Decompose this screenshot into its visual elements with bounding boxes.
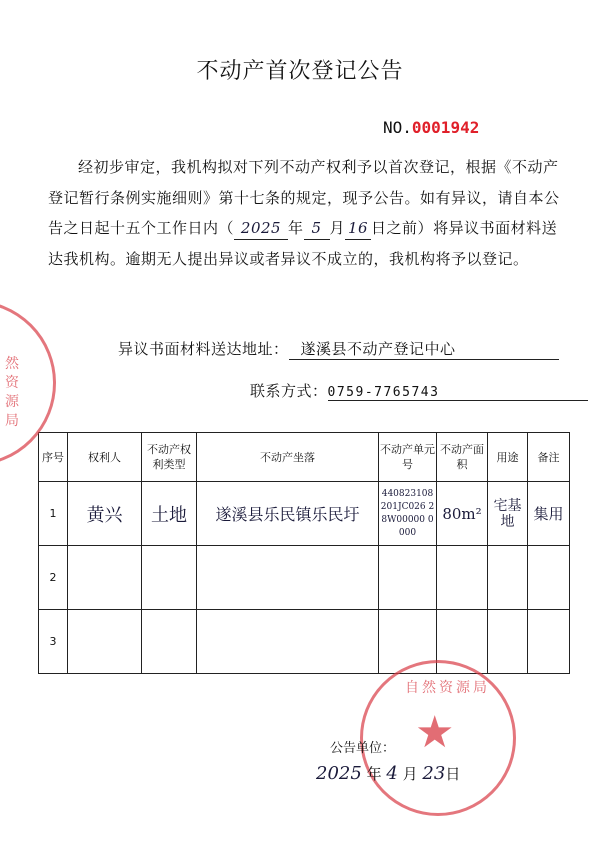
cell-right-type: [142, 546, 197, 610]
seal-left-text: 然资源局: [5, 356, 19, 429]
document-number-prefix: NO.: [383, 118, 412, 137]
issue-year: 2025: [316, 763, 362, 784]
cell-seq: 3: [39, 610, 68, 674]
cell-remark: 集用: [528, 482, 570, 546]
objection-address-label: 异议书面材料送达地址：: [118, 340, 289, 358]
cell-use: 宅基地: [488, 482, 528, 546]
table-header-row: [39, 433, 570, 482]
deadline-month-unit: 月: [329, 219, 346, 237]
cell-owner: [68, 546, 142, 610]
cell-remark: [528, 546, 570, 610]
notice-text-part1: 经初步审定，我机构拟对下列不动产权利予以首次登记，根据《不动产登记暂行条例实施细则》第十七条的规定，现予公告。如有异议，请自本公告之日起十五个工作日内（: [48, 158, 560, 237]
issue-day-unit: 日: [445, 765, 461, 783]
deadline-year-unit: 年: [288, 219, 304, 237]
issue-month: 4: [386, 763, 398, 784]
registration-table: [38, 432, 570, 674]
cell-location: 遂溪县乐民镇乐民圩: [197, 482, 379, 546]
cell-right-type: [142, 610, 197, 674]
cell-seq: 1: [39, 482, 68, 546]
cell-owner: [68, 610, 142, 674]
cell-unit-no: 440823108 201JC026 28W00000 0000: [379, 482, 437, 546]
objection-address: [118, 338, 559, 360]
cell-seq: 2: [39, 546, 68, 610]
issue-day: 23: [422, 763, 446, 784]
issue-date: [316, 763, 460, 784]
deadline-day: 16: [345, 217, 371, 240]
header-seq: 序号: [39, 433, 68, 482]
document-number: [383, 118, 479, 137]
cell-location: [197, 610, 379, 674]
header-area: 不动产面 积: [437, 433, 488, 482]
deadline-month: 5: [304, 217, 330, 240]
cell-use: [488, 546, 528, 610]
header-owner: 权利人: [68, 433, 142, 482]
contact-label: 联系方式：: [250, 382, 328, 400]
issue-month-unit: 月: [402, 765, 418, 783]
seal-star-icon: ★: [415, 707, 455, 758]
table-row: [39, 546, 570, 610]
header-use: 用途: [488, 433, 528, 482]
header-unit-no: 不动产单元号: [379, 433, 437, 482]
contact-value: 0759-7765743: [328, 385, 588, 401]
header-right-type: 不动产权利类型: [142, 433, 197, 482]
issue-year-unit: 年: [366, 765, 382, 783]
cell-use: [488, 610, 528, 674]
cell-area: 80m²: [437, 482, 488, 546]
cell-location: [197, 546, 379, 610]
cell-area: [437, 546, 488, 610]
table-row: [39, 610, 570, 674]
table-row: [39, 482, 570, 546]
deadline-day-unit: 日之前）: [371, 219, 434, 237]
header-location: 不动产坐落: [197, 433, 379, 482]
cell-unit-no: [379, 546, 437, 610]
header-remark: 备注: [528, 433, 570, 482]
document-number-value: 0001942: [411, 118, 480, 137]
notice-paragraph: [48, 152, 568, 274]
page-title: 不动产首次登记公告: [196, 59, 404, 84]
objection-address-value: 遂溪县不动产登记中心: [289, 338, 559, 360]
seal-right-text: 自然资源局: [405, 680, 490, 696]
cell-right-type: 土地: [142, 482, 197, 546]
deadline-year: 2025: [234, 217, 288, 240]
issuer-label: 公告单位：: [330, 741, 396, 756]
notice-text-part2: 将异议书面材料送达我机构。逾期无人提出异议或者异议不成立的，我机构将予以登记。: [48, 219, 558, 268]
cell-remark: [528, 610, 570, 674]
contact-info: [250, 380, 588, 401]
cell-owner: 黄兴: [68, 482, 142, 546]
